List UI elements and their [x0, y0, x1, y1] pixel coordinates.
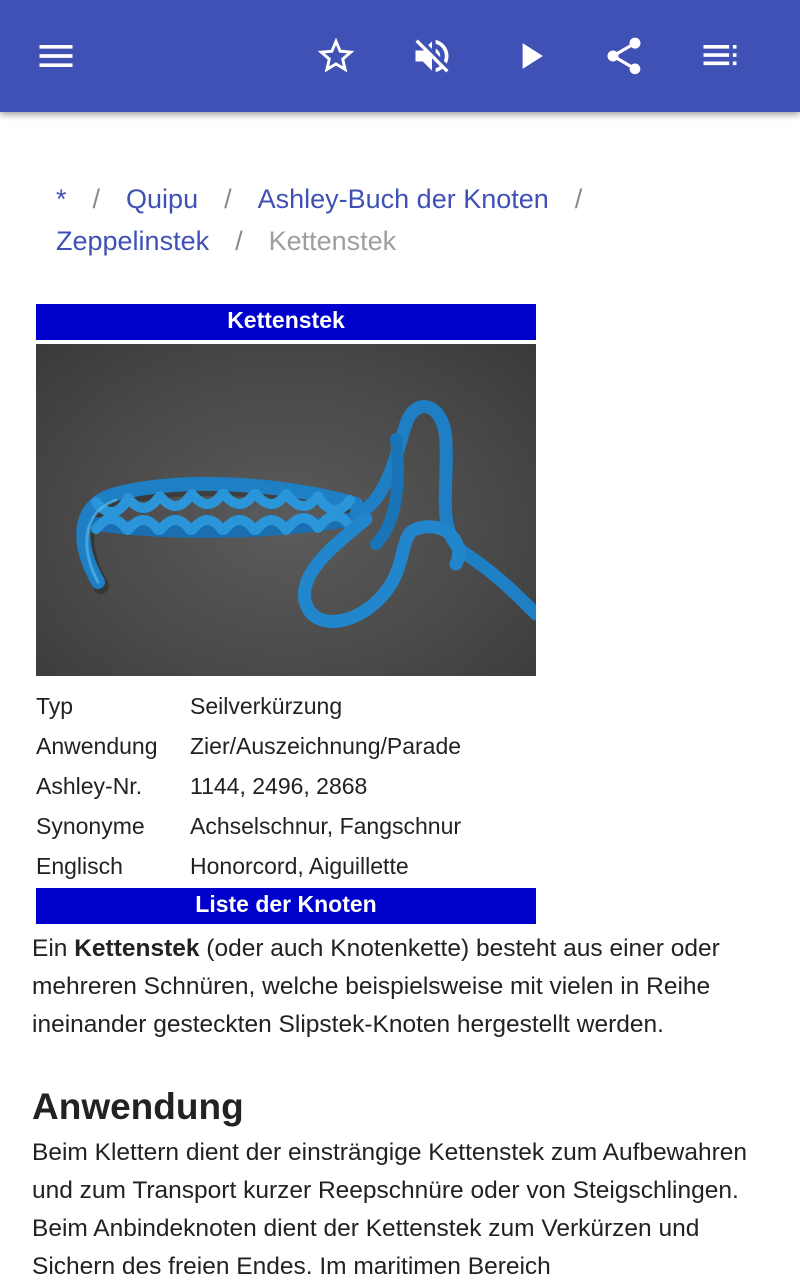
- app-toolbar: [0, 0, 800, 112]
- play-button[interactable]: [502, 28, 558, 84]
- infobox-value: Achselschnur, Fangschnur: [190, 813, 462, 839]
- section-heading: Anwendung: [32, 1086, 244, 1127]
- infobox-key: Englisch: [36, 853, 123, 879]
- menu-icon: [34, 34, 78, 78]
- intro-bold-term: Kettenstek: [74, 935, 200, 962]
- playlist-icon: [698, 34, 742, 78]
- infobox-title: Kettenstek: [36, 304, 536, 340]
- menu-button[interactable]: [28, 28, 84, 84]
- breadcrumb-separator: /: [224, 184, 232, 214]
- breadcrumb-item-ashley[interactable]: Ashley-Buch der Knoten: [257, 184, 549, 214]
- infobox-row: [36, 806, 536, 846]
- infobox-table: [36, 686, 536, 886]
- play-icon: [508, 34, 552, 78]
- intro-paragraph: [32, 930, 772, 1044]
- breadcrumb-item-quipu[interactable]: Quipu: [126, 184, 199, 214]
- breadcrumb-item-zeppelinstek[interactable]: Zeppelinstek: [56, 226, 210, 256]
- knot-list-link[interactable]: Liste der Knoten: [36, 888, 536, 924]
- breadcrumb-item-root[interactable]: *: [56, 184, 67, 214]
- knot-photo[interactable]: [36, 344, 536, 676]
- intro-text-start: Ein: [32, 935, 75, 962]
- infobox-value: Zier/Auszeichnung/Parade: [190, 733, 462, 759]
- infobox-row: [36, 766, 536, 806]
- infobox-key: Synonyme: [36, 813, 145, 839]
- bookmark-button[interactable]: [308, 28, 364, 84]
- knot-illustration: [36, 344, 536, 676]
- infobox-key: Anwendung: [36, 733, 158, 759]
- mute-button[interactable]: [404, 28, 460, 84]
- star-outline-icon: [314, 34, 358, 78]
- breadcrumb-separator: /: [235, 226, 243, 256]
- infobox-key: Typ: [36, 693, 74, 719]
- section-paragraph: Beim Klettern dient der einsträngige Kettenstek zum Aufbewahren und zum Transport kurzer Reepschnüre oder von Steigschlingen. Beim Anbindeknoten dient der Kettenstek zum Verkürzen und Sichern des freien Endes. Im maritimen Bereich: [32, 1139, 747, 1280]
- breadcrumb-current: Kettenstek: [268, 226, 397, 256]
- infobox-value: 1144, 2496, 2868: [190, 773, 368, 799]
- infobox-key: Ashley-Nr.: [36, 773, 143, 799]
- volume-off-icon: [410, 34, 454, 78]
- infobox-value: Seilverkürzung: [190, 693, 343, 719]
- breadcrumb: [56, 178, 756, 262]
- toc-button[interactable]: [692, 28, 748, 84]
- share-icon: [602, 34, 646, 78]
- infobox-row: [36, 726, 536, 766]
- infobox-row: [36, 846, 536, 886]
- breadcrumb-separator: /: [574, 184, 583, 214]
- breadcrumb-separator: /: [92, 184, 101, 214]
- infobox: [36, 304, 536, 924]
- share-button[interactable]: [596, 28, 652, 84]
- infobox-row: [36, 686, 536, 726]
- infobox-value: Honorcord, Aiguillette: [190, 853, 409, 879]
- intro-text-rest: (oder auch Knotenkette) besteht aus einer oder mehreren Schnüren, welche beispielsweise mit vielen in Reihe ineinander gesteckten Slipstek-Knoten hergestellt werden.: [32, 935, 720, 1038]
